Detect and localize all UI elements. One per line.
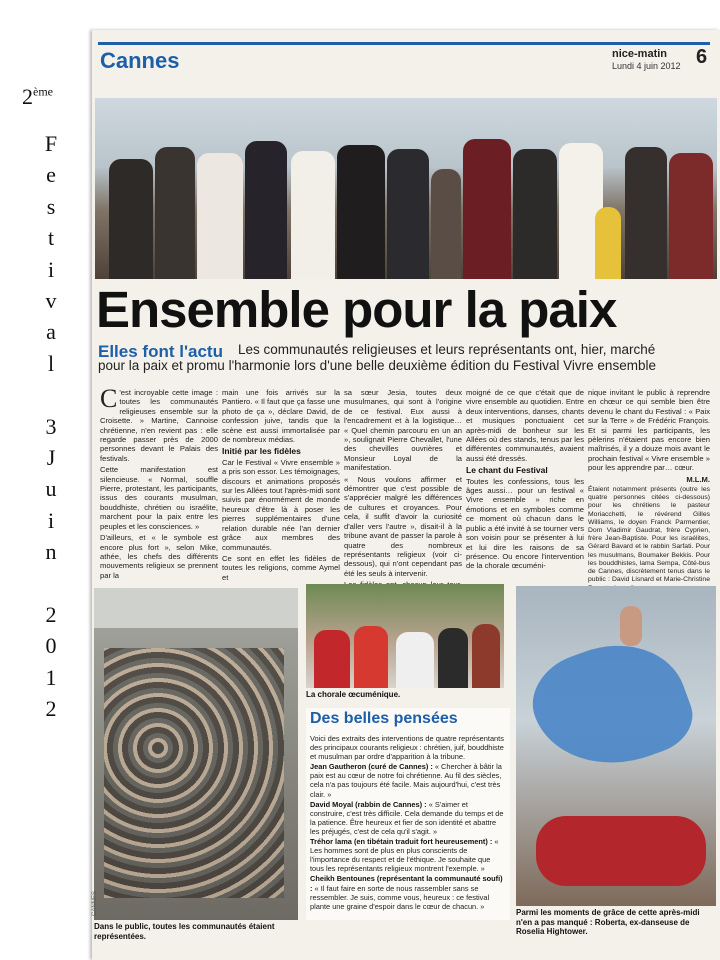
header-rule bbox=[98, 42, 710, 45]
photo-figure bbox=[396, 632, 434, 688]
vertical-letter: t bbox=[47, 225, 55, 251]
photo-figure bbox=[669, 153, 713, 279]
vertical-letter: e bbox=[46, 162, 56, 188]
crowd-tent bbox=[94, 588, 298, 628]
dancer-caption: Parmi les moments de grâce de cette après-midi n'en a pas manqué : Roberta, ex-danseuse de Roselia Hightower. bbox=[516, 908, 700, 936]
photo-figure bbox=[463, 139, 511, 279]
blue-veil bbox=[520, 624, 702, 788]
article-column-3: sa sœur Jesia, toutes deux musulmanes, qui sont à l'origine de ce festival. Eux aussi à l'encadrement et à la logistique… « Quel chemin parcouru en un an », soulignait Pierre Chevallet, l'une des chevilles ouvrières et Monsieur Loyal de la manifestation. « Nous voulons affirmer et démontrer que c'est possible de s'apprécier malgré les différences de cultures et croyances. Pour cela, il suffit d'avoir la curiosité d'aller vers l'autre », disait-il à la tribune avant de passer la parole à quatre des nombreux représentants religieux (voir ci-dessous), qui n'ont cependant pas été les seuls à intervenir. bbox=[344, 388, 462, 578]
edition-label: 2ème bbox=[22, 84, 53, 109]
vertical-letter: J bbox=[46, 445, 56, 470]
issue-date: Lundi 4 juin 2012 bbox=[612, 61, 681, 71]
headline: Ensemble pour la paix bbox=[96, 281, 617, 338]
vertical-letter: 1 bbox=[45, 664, 57, 690]
dancer-photo bbox=[516, 586, 716, 906]
fruit-stand bbox=[536, 816, 706, 886]
article-column-4: moigné de ce que c'était que de vivre ensemble au quotidien. Entre deux interventions, danses, chants et musiques ponctuaient cet après-midi de bonheur sur les Allées où des stands, tenus par les différentes communautés, avaient aussi été dressés. Le chant du Festival Toutes les confessions, tous les âges aussi… pour un festival « Vivre ensemble » riche en émotions et en symboles comme ce moment où chacun dans le public a été invité à se tourner vers son voisin pour se présenter à lui et lui dire les raisons de sa présence. Ou encore l'intervention de la chorale œcuméni- bbox=[466, 388, 584, 571]
drop-cap: C bbox=[100, 384, 118, 413]
choir-photo bbox=[306, 584, 504, 688]
photo-figure bbox=[155, 147, 195, 279]
vertical-letter: i bbox=[47, 507, 55, 533]
photo-figure bbox=[431, 169, 461, 279]
quotes-box bbox=[306, 708, 510, 920]
choir-caption: La chorale œcuménique. bbox=[306, 690, 401, 699]
vertical-letter: s bbox=[46, 193, 56, 219]
standfirst: Les communautés religieuses et leurs représentants ont, hier, marché pour la paix et promu l'harmonie lors d'une belle deuxième édition du Festival Vivre ensemble bbox=[98, 342, 656, 373]
photo-figure bbox=[109, 159, 153, 279]
newspaper-page bbox=[92, 30, 720, 960]
vertical-letter: v bbox=[45, 288, 57, 313]
photo-figure bbox=[438, 628, 468, 688]
vertical-letter: 2 bbox=[45, 696, 57, 722]
vertical-letter: i bbox=[47, 256, 55, 282]
photo-figure bbox=[245, 141, 287, 279]
dancer-figure bbox=[620, 606, 642, 646]
subhead: Le chant du Festival bbox=[466, 465, 548, 476]
newspaper-name: nice-matin bbox=[612, 48, 668, 60]
photo-figure bbox=[595, 207, 621, 279]
article-column-5: nique invitant le public à reprendre en chœur ce qui semble bien être devenu le chant du Festival : « Paix sur la Terre » de Frédéric François. Et si parmi les participants, les pèlerins n'étaient pas encore bien maîtrisés, il y a douze mois avant le prochain festival « Vivre ensemble » pour les apprendre par… cœur. M.L.M. Étaient notamment présents (outre les quatre personnes citées ci-dessous) pour les chrétiens le pasteur Moriacchetti, le révérend Gilles Williams, le doyen Franck Parmentier, Dom Vladimir Gaudrat, frère Cyprien, frère Jean-Baptiste. Pour les israélites, Gérard Bavard et le rabbin Sarfati. Pour les musulmans, Boumaker Bekkis. Pour les bouddhistes, lama Sempa, Côté-bus de Cannes, discrètement tenus dans le public : David Lisnard et Marie-Christine bbox=[588, 388, 710, 584]
photo-figure bbox=[387, 149, 429, 279]
vertical-letter: l bbox=[47, 350, 55, 376]
photo-figure bbox=[625, 147, 667, 279]
photo-figure bbox=[314, 630, 350, 688]
vertical-letter: 3 bbox=[45, 413, 57, 439]
author-initials: M.L.M. bbox=[686, 474, 710, 484]
vertical-letter: u bbox=[45, 476, 57, 502]
photo-figure bbox=[197, 153, 243, 279]
vertical-letter: 2 bbox=[45, 602, 57, 627]
kicker: Elles font l'actu bbox=[98, 342, 223, 361]
vertical-letter: F bbox=[44, 131, 58, 156]
leaders-photo bbox=[95, 98, 717, 279]
photo-credit: CANNES bbox=[92, 890, 98, 916]
crowd-caption: Dans le public, toutes les communautés étaient représentées. bbox=[94, 922, 275, 941]
box-text: Voici des extraits des interventions de quatre représentants des principaux courants religieux : chrétien, juif, bouddhiste et musulman par ordre d'apparition à la tribune. Jean Gautheron (curé de Cannes) : « Chercher à bâtir la paix est au cœur de notre foi chrétienne. Au fil des siècles, cela n'a pas toujours été facile. Mais aujourd'hui, c'est très clair. » David Moyal (rabbin de Cannes) : « S'aimer et construire, c'est très difficile. Cela demande du temps et de la patience. Être heureux et fier de son identité et abattre les préjugés, c'est de cela qu'il s'agit. » Tréhor lama (en tibétain traduit fort heureusement) : « Les hommes sont de plus en plus conscients de l'importance du respect et de l'éthique. Je souhaite que tous les représentants religieux montrent l'exemple. » Cheikh Bentounes (représentant la communauté soufi) : « Il faut faire en sorte de nous rassembler sans se ressembler. Je suis, comme vous, heureux : ce festival plante une graine d'espoir dans le cœur de chacun. » bbox=[310, 734, 504, 911]
page-number: 6 bbox=[696, 46, 708, 68]
crowd-photo bbox=[94, 588, 298, 920]
photo-figure bbox=[291, 151, 335, 279]
vertical-letter: n bbox=[45, 539, 57, 565]
photo-figure bbox=[354, 626, 388, 688]
photo-figure bbox=[513, 149, 557, 279]
section-title: Cannes bbox=[100, 48, 180, 73]
vertical-letter: 0 bbox=[45, 633, 57, 659]
article-column-1: C 'est incroyable cette image : toutes les communautés religieuses ensemble sur la Croisette. » Martine, Cannoise chrétienne, n'en revient pas : elle regarde passer près de 2000 personnes devant le Palais des festivals. Cette manifestation est silencieuse. « Normal, souffle Pierre, protestant, les participants, issus des courants musulman, bouddhiste, chrétien ou israélite, marchent pour la paix entre les peuples et les consciences. » D'ailleurs, et « le symbole est encore plus fort », selon Mike, athée, les chefs des différents mouvements religieux se prennent par la bbox=[100, 384, 218, 580]
left-margin bbox=[0, 0, 92, 960]
box-title: Des belles pensées bbox=[310, 710, 458, 727]
photo-figure bbox=[472, 624, 500, 688]
crowd-heads bbox=[104, 648, 284, 898]
vertical-letter: a bbox=[46, 319, 56, 345]
article-column-2: main une fois arrivés sur la Pantiero. « Il faut que ça fasse une photo de ça », déclare David, de confession juive, tandis que la scène est aussi immortalisée par de nombreux médias. Initié par les fidèles Car le Festival « Vivre ensemble » a pris son essor. Les témoignages, discours et animations proposés sur les Allées tout l'après-midi sont suivis par énormément de monde heureux d'être là à poser les pierres supplémentaires d'une relation durable née l'an dernier grâce aux membres des communautés. Ce sont en effet les fidèles de toutes les religions, comme Aymel et bbox=[222, 388, 340, 582]
photo-figure bbox=[337, 145, 385, 279]
subhead: Initié par les fidèles bbox=[222, 446, 301, 457]
